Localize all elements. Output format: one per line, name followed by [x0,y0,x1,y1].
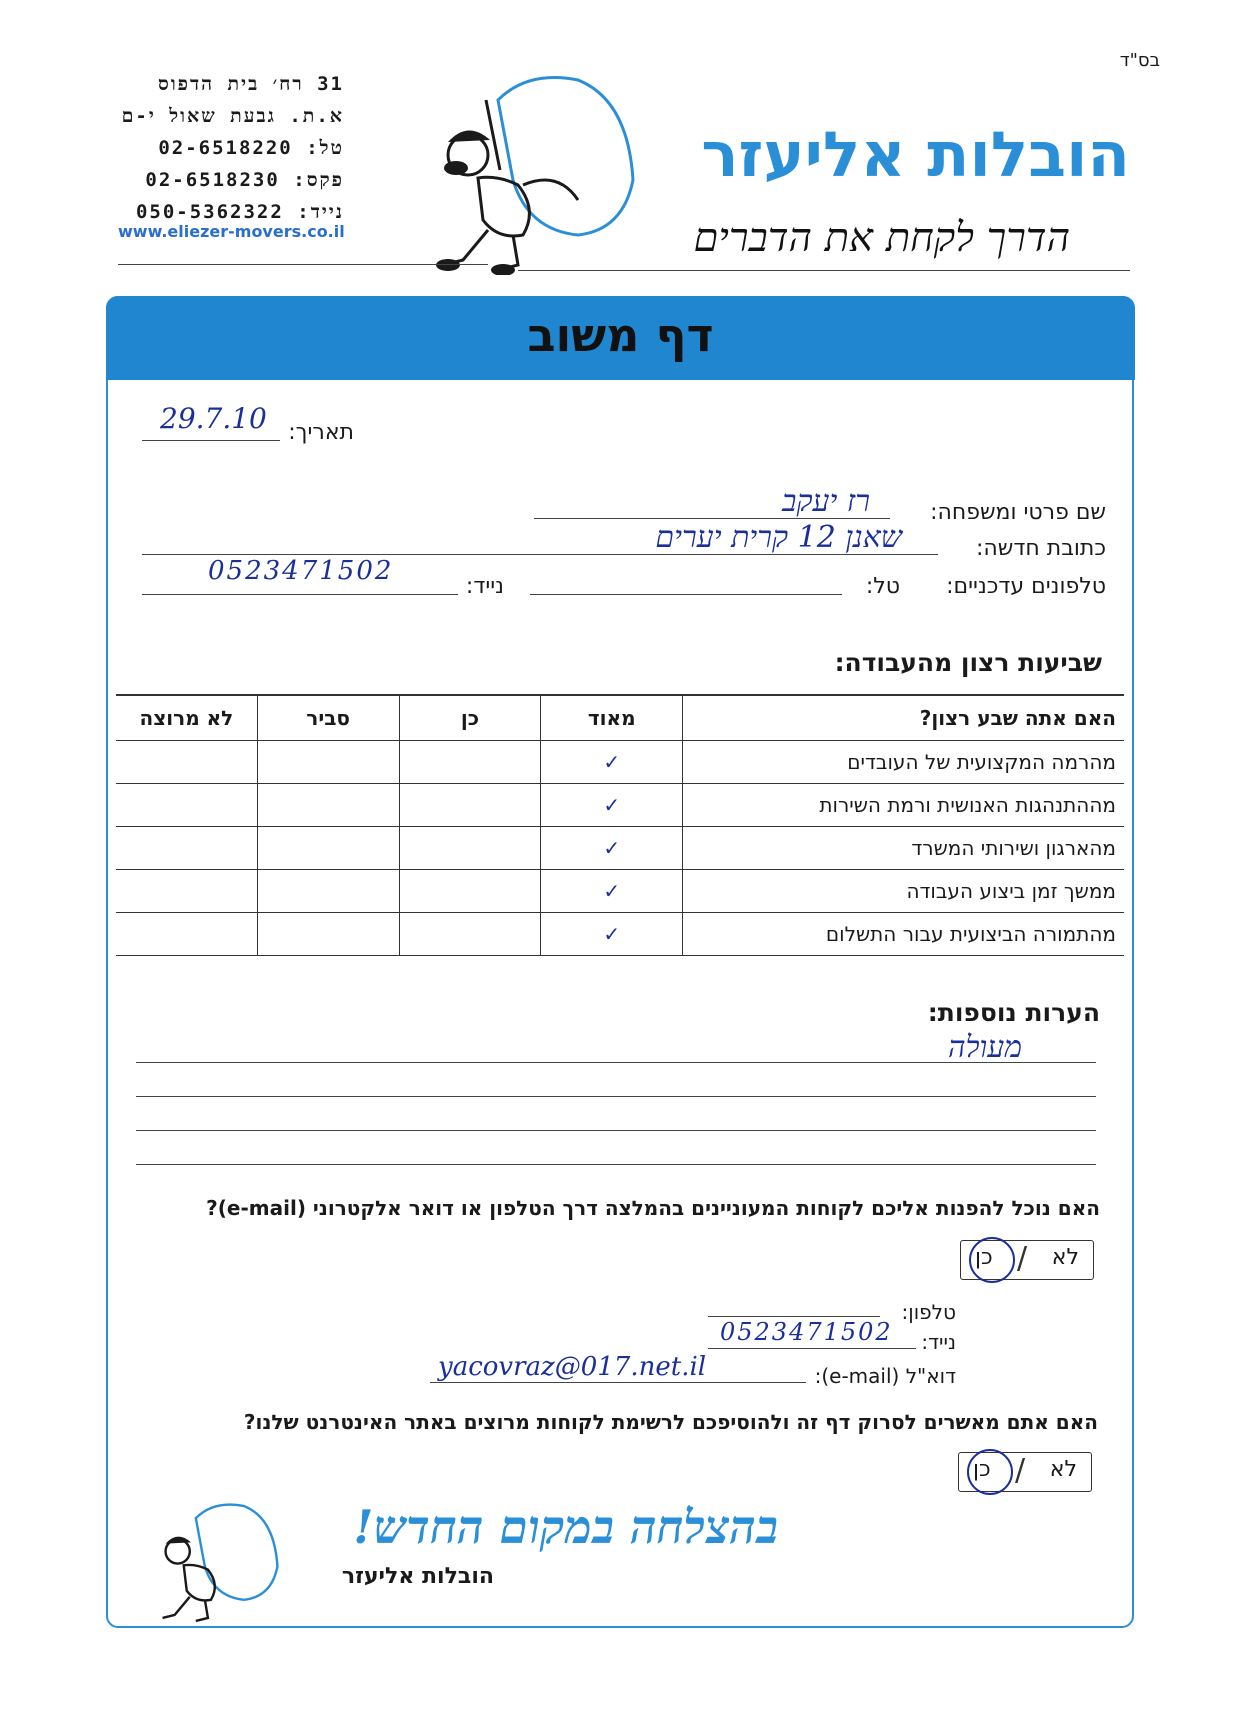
date-label: תאריך: [288,420,354,445]
contact-mobile: 050-5362322 [135,201,284,223]
satisfaction-header-row [116,695,1124,741]
phones-tel-line [530,594,842,595]
notes-line [136,1096,1096,1097]
satisfaction-cell-unsatisfied[interactable] [116,913,257,956]
phones-mobile-value[interactable]: 0523471502 [208,556,394,586]
phones-tel-label: טל: [865,574,900,599]
scan-no-option[interactable]: לא [1049,1457,1077,1482]
contact-area: א.ת. גבעת שאול י-ם [121,105,344,127]
satisfaction-cell-reasonable[interactable] [257,741,399,784]
company-website-link[interactable]: www.eliezer-movers.co.il [118,222,345,241]
satisfaction-col-very: מאוד [541,695,683,741]
contact-phone-label: טל: [306,137,344,159]
table-row [116,870,1124,913]
satisfaction-check-very[interactable]: ✓ [541,784,683,827]
selected-circle-icon [967,1449,1013,1495]
referral-question: האם נוכל להפנות אליכם לקוחות המעוניינים בהמלצה דרך הטלפון או דואר אלקטרוני (e-mail)? [206,1196,1100,1220]
contact-phone: 02-6518220 [158,137,293,159]
scan-yes-no-toggle[interactable] [958,1452,1092,1492]
phones-label: טלפונים עדכניים: [946,574,1106,599]
footer-signature: הובלות אליעזר [341,1564,494,1589]
referral-mobile-line [708,1348,916,1349]
satisfaction-check-very[interactable]: ✓ [541,913,683,956]
scan-question: האם אתם מאשרים לסרוק דף זה ולהוסיפכם לרשימת לקוחות מרוצים באתר האינטרנט שלנו? [243,1410,1098,1434]
date-value[interactable]: 29.7.10 [160,402,267,435]
satisfaction-cell-yes[interactable] [399,870,541,913]
satisfaction-cell-reasonable[interactable] [257,913,399,956]
referral-no-option[interactable]: לא [1051,1245,1079,1270]
referral-email-line [430,1382,806,1383]
satisfaction-cell-unsatisfied[interactable] [116,784,257,827]
satisfaction-col-unsatisfied: לא מרוצה [116,695,257,741]
referral-mobile-value[interactable]: 0523471502 [720,1318,893,1346]
satisfaction-cell-reasonable[interactable] [257,784,399,827]
satisfaction-question: ממשך זמן ביצוע העבודה [683,870,1124,913]
address-label: כתובת חדשה: [975,536,1106,561]
notes-line [136,1164,1096,1165]
referral-phone-line [708,1316,880,1317]
satisfaction-check-very[interactable]: ✓ [541,870,683,913]
phones-mobile-line [142,594,458,595]
form-title-banner [106,296,1135,380]
table-row [116,913,1124,956]
table-row [116,827,1124,870]
company-name: הובלות אליעזר [701,118,1130,191]
notes-line [136,1130,1096,1131]
satisfaction-col-yes: כן [399,695,541,741]
satisfaction-question: מהרמה המקצועית של העובדים [683,741,1124,784]
contact-fax-row [118,164,344,196]
satisfaction-cell-reasonable[interactable] [257,870,399,913]
notes-value[interactable]: מעולה [947,1030,1022,1065]
satisfaction-col-reasonable: סביר [257,695,399,741]
satisfaction-cell-reasonable[interactable] [257,827,399,870]
contact-street: 31 רח׳ בית הדפוס [158,73,344,95]
satisfaction-question: מהארגון ושירותי המשרד [683,827,1124,870]
contact-mobile-label: נייד: [297,201,344,223]
notes-line [136,1062,1096,1063]
phones-mobile-label: נייד: [465,574,504,599]
name-label: שם פרטי ומשפחה: [930,500,1106,525]
mover-mascot-icon [428,60,648,275]
form-title: דף משוב [527,308,714,362]
satisfaction-check-very[interactable]: ✓ [541,741,683,784]
referral-email-label: דוא"ל (e-mail): [814,1364,956,1388]
header-divider-left [118,264,488,265]
scan-yes-option[interactable]: כן [973,1457,991,1482]
satisfaction-question: מהתמורה הביצועית עבור התשלום [683,913,1124,956]
separator-slash: / [1015,1453,1026,1488]
satisfaction-heading: שביעות רצון מהעבודה: [834,648,1102,677]
notes-heading: הערות נוספות: [927,998,1100,1027]
satisfaction-cell-yes[interactable] [399,827,541,870]
satisfaction-cell-yes[interactable] [399,784,541,827]
referral-email-value[interactable]: yacovraz@017.net.il [438,1352,707,1382]
date-line [142,440,280,441]
table-row [116,784,1124,827]
referral-yes-option[interactable]: כן [975,1245,993,1270]
contact-fax-label: פקס: [293,169,344,191]
footer-wish: בהצלחה במקום החדש! [353,1500,778,1554]
header-divider-right [518,270,1130,271]
contact-fax: 02-6518230 [145,169,280,191]
satisfaction-cell-yes[interactable] [399,741,541,784]
satisfaction-cell-unsatisfied[interactable] [116,870,257,913]
referral-phone-label: טלפון: [901,1300,956,1324]
selected-circle-icon [969,1237,1015,1283]
company-slogan: הדרך לקחת את הדברים [693,215,1070,261]
address-value[interactable]: שאנן 12 קרית יערים [655,520,902,555]
mover-mascot-small-icon [150,1494,290,1624]
separator-slash: / [1017,1241,1028,1276]
name-value[interactable]: רז יעקב [782,484,870,519]
referral-yes-no-toggle[interactable] [960,1240,1094,1280]
bsd-mark: בס"ד [1119,50,1160,71]
referral-mobile-label: נייד: [921,1330,956,1354]
satisfaction-cell-yes[interactable] [399,913,541,956]
satisfaction-col-question: האם אתה שבע רצון? [683,695,1124,741]
satisfaction-cell-unsatisfied[interactable] [116,827,257,870]
satisfaction-cell-unsatisfied[interactable] [116,741,257,784]
contact-phone-row [118,132,344,164]
table-row [116,741,1124,784]
satisfaction-table [116,694,1124,956]
satisfaction-check-very[interactable]: ✓ [541,827,683,870]
satisfaction-question: מההתנהגות האנושית ורמת השירות [683,784,1124,827]
